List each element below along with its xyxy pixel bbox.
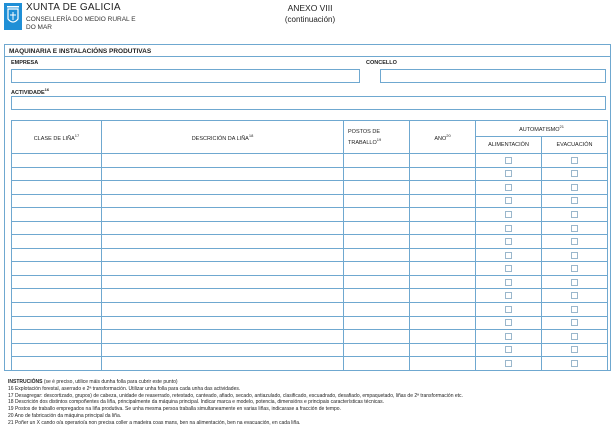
evacuacion-checkbox[interactable] [571,197,578,204]
alimentacion-cell[interactable] [476,154,542,168]
alimentacion-cell[interactable] [476,303,542,317]
document-header [0,0,615,42]
concello-label: CONCELLO [366,60,397,66]
descricion-cell[interactable] [102,303,344,317]
clase-cell[interactable] [12,316,102,330]
annex-subtitle: (continuación) [284,15,336,24]
evacuacion-checkbox[interactable] [571,184,578,191]
table-row [12,181,608,195]
alimentacion-checkbox[interactable] [505,319,512,326]
ano-cell[interactable] [410,181,476,195]
col-clase-header [12,121,102,154]
evacuacion-cell[interactable] [542,154,608,168]
evacuacion-checkbox[interactable] [571,157,578,164]
evacuacion-checkbox[interactable] [571,319,578,326]
evacuacion-checkbox[interactable] [571,292,578,299]
col-descricion-header [102,121,344,154]
col-descricion-text: DESCRICIÓN DA LIÑA [191,135,249,142]
descricion-cell[interactable] [102,208,344,222]
alimentacion-cell[interactable] [476,194,542,208]
annex-title: ANEXO VIII [287,3,333,13]
col-automatismo-header [476,121,608,137]
alimentacion-cell[interactable] [476,289,542,303]
postos-cell[interactable] [344,262,410,276]
postos-cell[interactable] [344,221,410,235]
alimentacion-checkbox[interactable] [505,252,512,259]
table-row [12,154,608,168]
descricion-cell[interactable] [102,181,344,195]
ano-cell[interactable] [410,194,476,208]
alimentacion-checkbox[interactable] [505,306,512,313]
xunta-emblem-icon [4,3,22,30]
table-row [12,357,608,371]
concello-field[interactable] [380,69,606,83]
instruction-line: 16 Explotación forestal, aserrado e 2ª transformación. Utilizar unha folla para cada unha das actividades. [8,385,241,392]
instructions-title: INSTRUCIÓNS [8,379,43,385]
alimentacion-checkbox[interactable] [505,279,512,286]
clase-cell[interactable] [12,289,102,303]
col-postos-header [344,121,410,154]
alimentacion-cell[interactable] [476,235,542,249]
postos-cell[interactable] [344,181,410,195]
postos-cell[interactable] [344,235,410,249]
instructions [8,379,608,427]
evacuacion-cell[interactable] [542,167,608,181]
col-ano-ref: 20 [446,132,451,138]
col-descricion-ref: 18 [248,132,254,138]
instructions-title-note: (se é preciso, utilice máis dunha folla para cubrir este punto) [43,379,178,385]
clase-cell[interactable] [12,167,102,181]
actividade-label [11,87,49,96]
table-row [12,330,608,344]
evacuacion-cell[interactable] [542,235,608,249]
lines-table [11,120,608,371]
col-automatismo-ref: 21 [559,124,564,130]
evacuacion-cell[interactable] [542,208,608,222]
alimentacion-checkbox[interactable] [505,197,512,204]
table-row [12,303,608,317]
clase-cell[interactable] [12,357,102,371]
alimentacion-cell[interactable] [476,316,542,330]
clase-cell[interactable] [12,194,102,208]
clase-cell[interactable] [12,303,102,317]
evacuacion-checkbox[interactable] [571,306,578,313]
ano-cell[interactable] [410,221,476,235]
postos-cell[interactable] [344,343,410,357]
alimentacion-checkbox[interactable] [505,333,512,340]
instruction-line: 21 Poñer un X cando o/a operario/a non precisa coller a madeira coas mans, ben na alimentación, ben na evacuación, en cada liña. [8,419,301,426]
postos-cell[interactable] [344,208,410,222]
evacuacion-cell[interactable] [542,303,608,317]
evacuacion-checkbox[interactable] [571,238,578,245]
table-row [12,208,608,222]
alimentacion-cell[interactable] [476,167,542,181]
ano-cell[interactable] [410,262,476,276]
evacuacion-checkbox[interactable] [571,225,578,232]
clase-cell[interactable] [12,221,102,235]
postos-cell[interactable] [344,330,410,344]
evacuacion-checkbox[interactable] [571,333,578,340]
evacuacion-checkbox[interactable] [571,170,578,177]
alimentacion-cell[interactable] [476,181,542,195]
table-row [12,289,608,303]
descricion-cell[interactable] [102,235,344,249]
clase-cell[interactable] [12,330,102,344]
alimentacion-cell[interactable] [476,343,542,357]
clase-cell[interactable] [12,275,102,289]
postos-cell[interactable] [344,357,410,371]
col-automatismo-text: AUTOMATISMO [519,126,560,133]
postos-cell[interactable] [344,303,410,317]
alimentacion-checkbox[interactable] [505,157,512,164]
descricion-cell[interactable] [102,262,344,276]
evacuacion-cell[interactable] [542,357,608,371]
actividade-ref: 16 [44,87,50,92]
alimentacion-checkbox[interactable] [505,292,512,299]
postos-cell[interactable] [344,289,410,303]
postos-cell[interactable] [344,275,410,289]
postos-cell[interactable] [344,248,410,262]
table-row [12,343,608,357]
evacuacion-cell[interactable] [542,289,608,303]
descricion-cell[interactable] [102,221,344,235]
col-postos-line2: TRABALLO [348,139,377,146]
evacuacion-cell[interactable] [542,221,608,235]
instruction-line: 17 Desagregar: descortizado, grupos) de cabeza, unidade de reaserrado, retestado, canteado, afiado, secado, antiazulado, clasificado, escuadrado, desafiado, empaquetado, liñas de 2ª transformación etc. [8,392,463,399]
section-title: MAQUINARIA E INSTALACIÓNS PRODUTIVAS [9,48,152,55]
table-row [12,167,608,181]
empresa-label: EMPRESA [11,60,39,66]
descricion-cell[interactable] [102,194,344,208]
instruction-line: 20 Ano de fabricación da máquina principal da liña. [8,412,122,419]
postos-cell[interactable] [344,316,410,330]
evacuacion-checkbox[interactable] [571,346,578,353]
instruction-line: 19 Postos de traballo empregados na liña produtiva. Se unha mesma persoa traballa simultaneamente en varias liñas, indicarase a fracción de tempo. [8,406,341,413]
ano-cell[interactable] [410,208,476,222]
actividade-field[interactable] [11,96,606,110]
alimentacion-cell[interactable] [476,275,542,289]
evacuacion-cell[interactable] [542,330,608,344]
ano-cell[interactable] [410,303,476,317]
machinery-form [4,44,611,371]
clase-cell[interactable] [12,235,102,249]
evacuacion-checkbox[interactable] [571,265,578,272]
evacuacion-checkbox[interactable] [571,360,578,367]
evacuacion-checkbox[interactable] [571,279,578,286]
col-alimentacion-header: ALIMENTACIÓN [476,137,542,154]
clase-cell[interactable] [12,248,102,262]
alimentacion-cell[interactable] [476,357,542,371]
lines-table-body [12,154,608,371]
alimentacion-checkbox[interactable] [505,184,512,191]
alimentacion-checkbox[interactable] [505,238,512,245]
alimentacion-checkbox[interactable] [505,211,512,218]
alimentacion-cell[interactable] [476,208,542,222]
ano-cell[interactable] [410,248,476,262]
descricion-cell[interactable] [102,357,344,371]
descricion-cell[interactable] [102,275,344,289]
table-row [12,194,608,208]
col-clase-text: CLASE DE LIÑA [33,135,75,142]
ano-cell[interactable] [410,235,476,249]
postos-cell[interactable] [344,194,410,208]
alimentacion-checkbox[interactable] [505,265,512,272]
descricion-cell[interactable] [102,167,344,181]
table-row [12,221,608,235]
ano-cell[interactable] [410,289,476,303]
descricion-cell[interactable] [102,289,344,303]
evacuacion-cell[interactable] [542,275,608,289]
ano-cell[interactable] [410,316,476,330]
descricion-cell[interactable] [102,343,344,357]
col-postos-line1: POSTOS DE [348,128,380,135]
table-row [12,235,608,249]
ano-cell[interactable] [410,330,476,344]
clase-cell[interactable] [12,181,102,195]
alimentacion-cell[interactable] [476,330,542,344]
clase-cell[interactable] [12,262,102,276]
evacuacion-cell[interactable] [542,316,608,330]
alimentacion-checkbox[interactable] [505,170,512,177]
alimentacion-cell[interactable] [476,262,542,276]
col-clase-ref: 17 [74,132,80,138]
alimentacion-checkbox[interactable] [505,360,512,367]
clase-cell[interactable] [12,208,102,222]
postos-cell[interactable] [344,154,410,168]
col-postos-ref: 19 [376,136,382,142]
org-department: CONSELLERÍA DO MEDIO RURAL E DO MAR [26,16,136,31]
evacuacion-cell[interactable] [542,194,608,208]
col-ano-text: ANO [434,135,447,142]
descricion-cell[interactable] [102,248,344,262]
instruction-line: 18 Descrición dos distintos compoñentes da liña, principalmente da máquina principal. Indicar marca e modelo, potencia, dimensións e principais características técnicas. [8,399,385,406]
alimentacion-cell[interactable] [476,248,542,262]
postos-cell[interactable] [344,167,410,181]
table-row [12,248,608,262]
alimentacion-checkbox[interactable] [505,225,512,232]
ano-cell[interactable] [410,275,476,289]
alimentacion-checkbox[interactable] [505,346,512,353]
ano-cell[interactable] [410,154,476,168]
col-ano-header [410,121,476,154]
evacuacion-cell[interactable] [542,181,608,195]
descricion-cell[interactable] [102,330,344,344]
evacuacion-checkbox[interactable] [571,211,578,218]
descricion-cell[interactable] [102,154,344,168]
empresa-field[interactable] [11,69,360,83]
col-evacuacion-header: EVACUACIÓN [542,137,608,154]
descricion-cell[interactable] [102,316,344,330]
ano-cell[interactable] [410,357,476,371]
xunta-logo [4,3,22,30]
alimentacion-cell[interactable] [476,221,542,235]
section-divider [5,56,610,57]
ano-cell[interactable] [410,167,476,181]
evacuacion-cell[interactable] [542,343,608,357]
clase-cell[interactable] [12,343,102,357]
org-name: XUNTA DE GALICIA [26,2,121,13]
actividade-label-text: ACTIVIDADE [11,89,45,96]
instructions-heading [8,379,608,386]
clase-cell[interactable] [12,154,102,168]
evacuacion-cell[interactable] [542,262,608,276]
table-row [12,316,608,330]
table-row [12,275,608,289]
evacuacion-checkbox[interactable] [571,252,578,259]
table-row [12,262,608,276]
evacuacion-cell[interactable] [542,248,608,262]
ano-cell[interactable] [410,343,476,357]
